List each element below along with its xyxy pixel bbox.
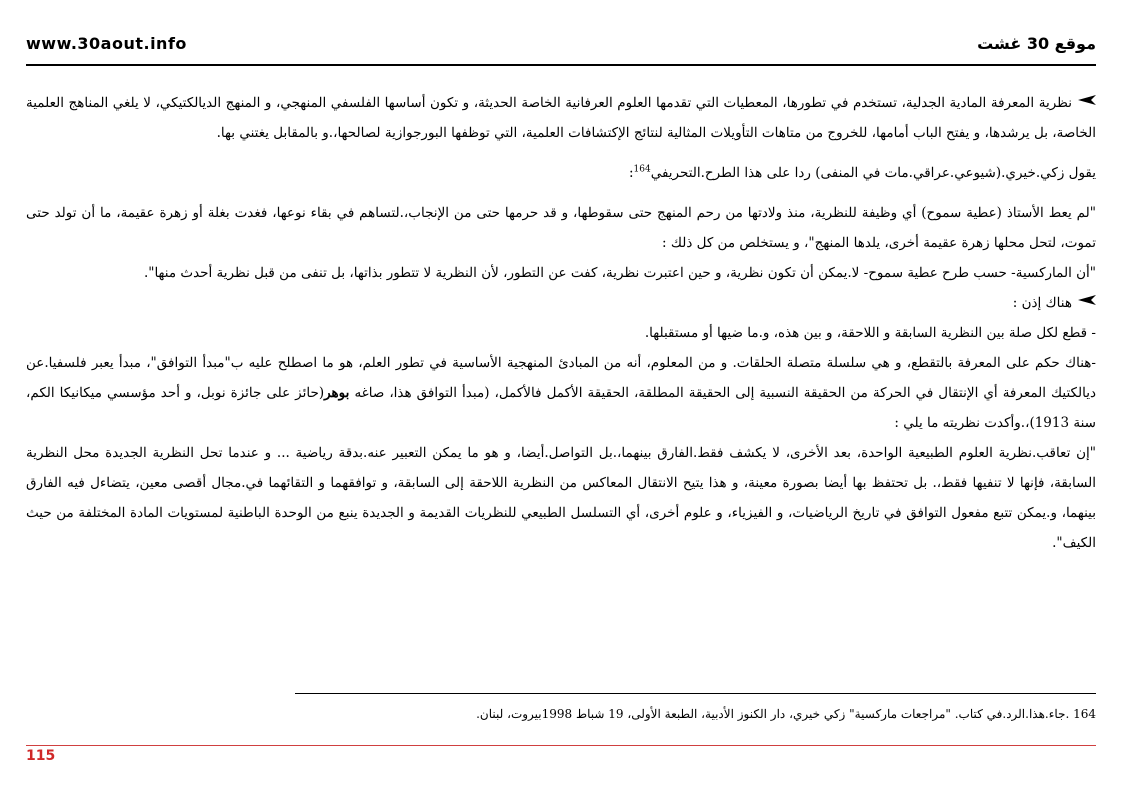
pointer-arrow-icon — [1078, 295, 1096, 305]
pointer-arrow-icon — [1078, 95, 1096, 105]
paragraph-8: "إن تعاقب.نظرية العلوم الطبيعية الواحدة، بعد الأخرى، لا يكشف فقط.الفارق بينهما،.بل التواصل.أيضا، و هو ما يمكن التعبير عنه.بدقة رياضية ... و عندما تحل النظرية الجديدة محل النظرية السابقة، فإنها لا تنفيها فقط،. بل تحتفظ بها أيضا بصورة معينة، و هذا يتيح الانتقال المعاكس من النظرية اللاحقة إلى السابقة، و توافقهما و التقائهما في.مجال أقصى معين، يتضاءل فيه الفارق بينهما، و.يمكن تتبع مفعول التوافق في تاريخ الرياضيات، و الفيزياء، و علوم أخرى، أي التسلسل الطبيعي للنظريات القديمة و الجديدة ينبع من الوحدة الباطنية لمستويات المادة المختلفة من حيث الكيف". — [26, 445, 1096, 551]
footer-rule — [26, 745, 1096, 746]
header-rule — [26, 64, 1096, 66]
paragraph-5: هناك إذن : — [26, 288, 1096, 318]
footnote: 164 .جاء.هذا.الرد.في كتاب. "مراجعات ماركسية" زكي خيري، دار الكنوز الأدبية، الطبعة الأولى، 19 شباط 1998بيروت، لبنان. — [476, 707, 1096, 721]
site-name: موقع 30 غشت — [977, 34, 1096, 53]
footnote-rule — [295, 693, 1096, 694]
page-header — [0, 0, 1122, 70]
bold-name: بوهر — [324, 385, 350, 401]
paragraph-7: -هناك حكم على المعرفة بالتقطع، و هي سلسلة متصلة الحلقات. و من المعلوم، أنه من المبادئ المنهجية الأساسية في تطور العلم، هو ما اصطلح عليه ب"مبدأ التوافق"، مبدأ يعبر فلسفيا.عن ديالكتيك المعرفة أي الإنتقال في الحركة من الحقيقة النسبية إلى الحقيقة المطلقة، الحقيقة الأكمل فالأكمل، (مبدأ التوافق هذا، صاغه بوهر(حائز على جائزة نوبل، و أحد مؤسسي ميكانيكا الكم، سنة 1913)،.وأكدت نظريته ما يلي : — [26, 355, 1097, 431]
paragraph-1: نظرية المعرفة المادية الجدلية، تستخدم في تطورها، المعطيات التي تقدمها العلوم العرفانية الخاصة الحديثة، و تكون أساسها الفلسفي المنهجي، و المنهج الديالكتيكي، لا يلغي المناهج العلمية الخاصة، بل يرشدها، و يفتح الباب أمامها، للخروج من متاهات التأويلات المثالية لنتائج الإكتشافات العلمية، التي توظفها البورجوازية لصالحها،.و بالمقابل يغتني بها. — [26, 95, 1096, 141]
document-body — [26, 88, 1096, 558]
paragraph-6: - قطع لكل صلة بين النظرية السابقة و اللاحقة، و بين هذه، و.ما ضيها أو مستقبلها. — [644, 325, 1096, 341]
paragraph-4: "أن الماركسية- حسب طرح عطية سموح- لا.يمكن أن تكون نظرية، و حين اعتبرت نظرية، كفت عن التطور، لأن النظرية لا تتطور بذاتها، بل تنفى من قبل نظرية أحدث منها". — [143, 265, 1096, 281]
page-number: 115 — [26, 748, 56, 764]
site-url: www.30aout.info — [26, 34, 187, 53]
footnote-reference: 164 — [633, 164, 651, 175]
paragraph-3: "لم يعط الأستاذ (عطية سموح) أي وظيفة للنظرية، منذ ولادتها من رحم المنهج حتى سقوطها، و قد حرمها حتى من الإنجاب،.لتساهم في بقاء نوعها، فغدت بغلة أو زهرة عقيمة، ما أن تولد حتى تموت، لتحل محلها زهرة عقيمة أخرى، يلدها المنهج"، و يستخلص من كل ذلك : — [26, 205, 1096, 251]
paragraph-2: يقول زكي.خيري.(شيوعي.عراقي.مات في المنفى) ردا على هذا الطرح.التحريفي$^{164}$: — [628, 164, 1096, 181]
